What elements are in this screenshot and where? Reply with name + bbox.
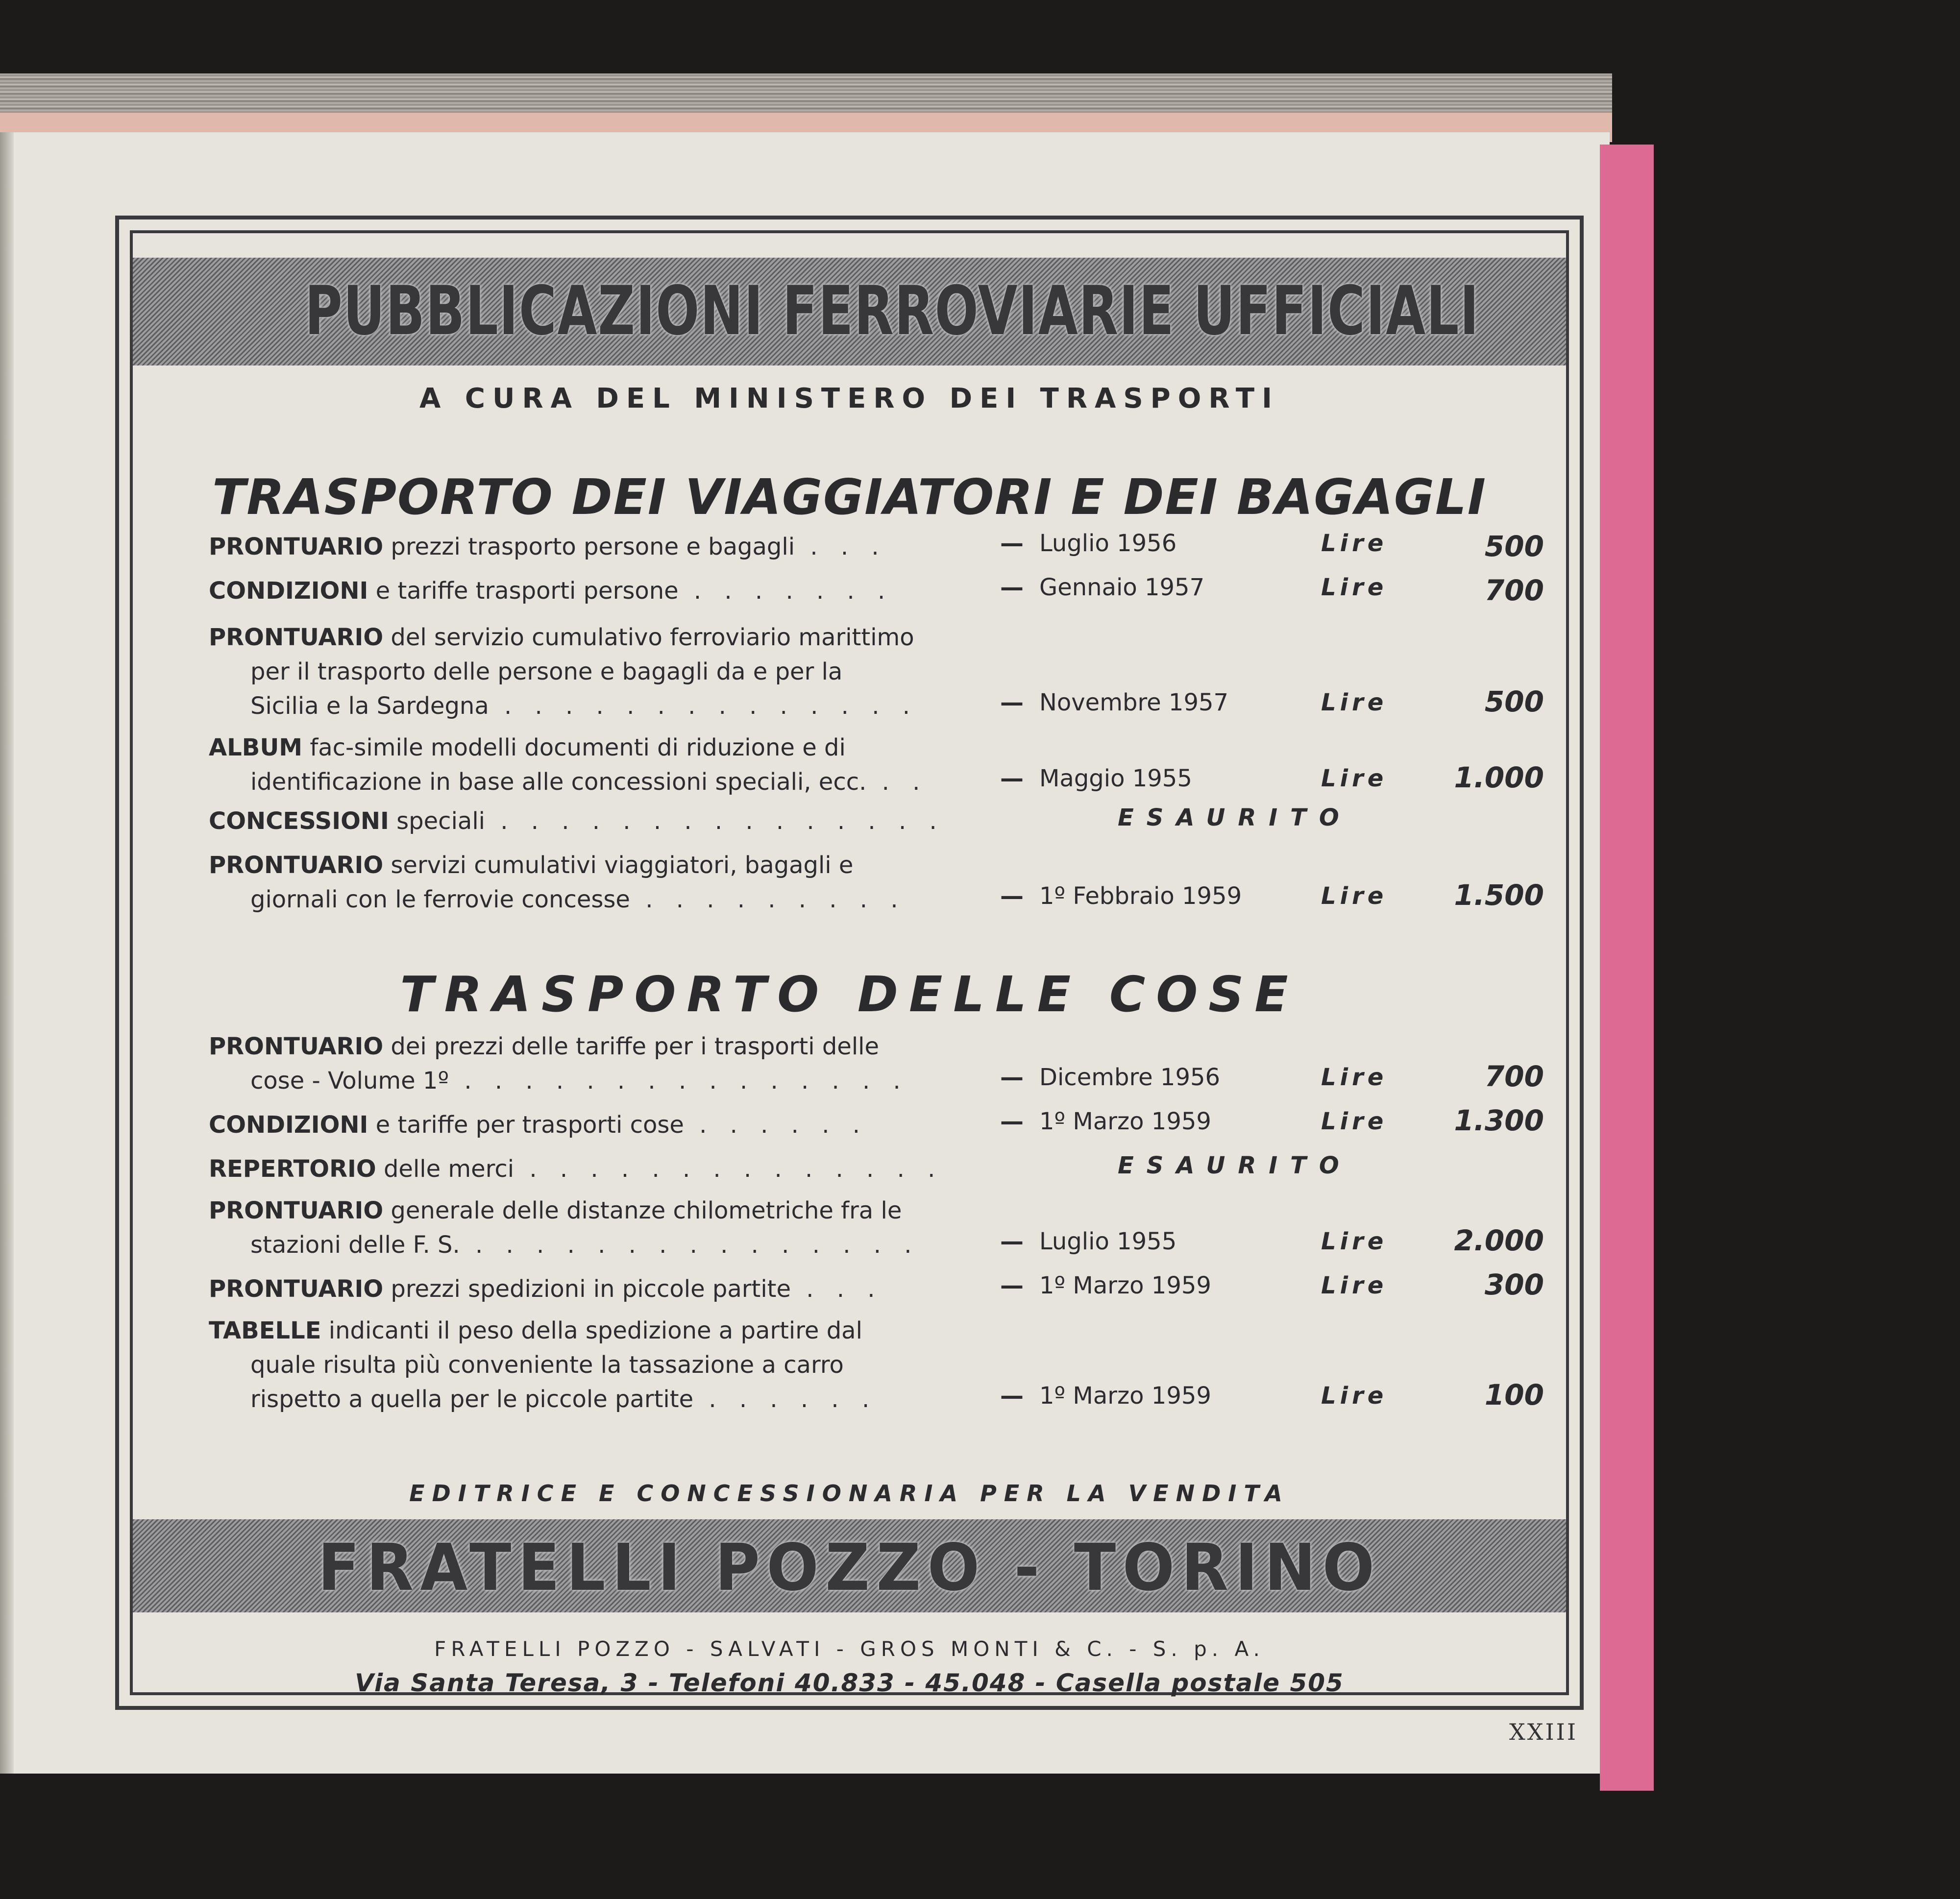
edition-date: Luglio 1955 [1039, 1228, 1177, 1255]
brand-band [133, 1519, 1566, 1612]
section-heading-viaggiatori: TRASPORTO DEI VIAGGIATORI E DEI BAGAGLI [212, 468, 1487, 526]
section-heading-cose: TRASPORTO DELLE COSE [400, 966, 1299, 1023]
edition-date: Luglio 1956 [1039, 530, 1177, 557]
ad-subtitle: A CURA DEL MINISTERO DEI TRASPORTI [419, 383, 1279, 414]
status-out-of-print: ESAURITO [1118, 804, 1352, 831]
edition-date: 1º Febbraio 1959 [1039, 882, 1242, 910]
price: 300 [1484, 1268, 1544, 1301]
page-number: XXIII [1509, 1719, 1578, 1745]
edition-date: 1º Marzo 1959 [1039, 1272, 1211, 1299]
price: 1.000 [1454, 761, 1544, 794]
price: 700 [1484, 1060, 1544, 1093]
price: 1.500 [1454, 878, 1544, 912]
distributor-line: EDITRICE E CONCESSIONARIA PER LA VENDITA [409, 1480, 1290, 1507]
edition-date: Maggio 1955 [1039, 765, 1192, 792]
status-out-of-print: ESAURITO [1118, 1152, 1352, 1179]
publisher-name: FRATELLI POZZO - SALVATI - GROS MONTI & C. - S. p. A. [434, 1637, 1265, 1661]
ad-title: PUBBLICAZIONI FERROVIARIE UFFICIALI [305, 271, 1480, 350]
edition-date: Dicembre 1956 [1039, 1064, 1221, 1091]
page-gutter [0, 132, 14, 1774]
price: 1.300 [1454, 1104, 1544, 1137]
price: 500 [1484, 685, 1544, 718]
title-band [133, 258, 1566, 365]
edition-date: 1º Marzo 1959 [1039, 1382, 1211, 1410]
price: 500 [1484, 530, 1544, 563]
price: 700 [1484, 574, 1544, 607]
edition-date: Gennaio 1957 [1039, 574, 1205, 601]
pink-tab [1600, 145, 1654, 1791]
edition-date: 1º Marzo 1959 [1039, 1108, 1211, 1135]
price: 100 [1484, 1378, 1544, 1412]
publisher-address: Via Santa Teresa, 3 - Telefoni 40.833 - 45.048 - Casella postale 505 [355, 1669, 1344, 1697]
price: 2.000 [1454, 1224, 1544, 1257]
advertisement-frame [115, 216, 1584, 1710]
advertisement-inner-frame: PUBBLICAZIONI FERROVIARIE UFFICIALI A CURA DEL MINISTERO DEI TRASPORTI TRASPORTO DEI VIAGGIATORI E DEI BAGAGLI PRONTUARIO prezzi trasporto persone e bagagli . . . — Luglio 1956 Lire 500 CONDIZIONI e tariffe trasporti persone . . . . . . . — Gennaio 1957 Lire 700 PRONTUARIO del servizio cumulativo ferroviario marittimo per il trasporto delle persone e bagagli da e per la Sicilia e la Sardegna . . . . . . . . . . . . . . — Novembre 1957 Lire 500 ALBUM fac-simile modelli documenti di riduzione e di identificazione in base alle concessioni speciali, ecc. . . — Maggio 1955 Lire 1.000 CONCESSIONI speciali . . . . . . . . . . . . . . . ESAURITO PRONTUARIO servizi cumulativi viaggiatori, bagagli e giornali con le ferrovie concesse . . . . . . . . . — 1º Febbraio 1959 Lire 1.500 TRASPORTO DELLE COSE PRONTUARIO dei prezzi delle tariffe per i trasporti delle cose - Volume 1º . . . . . . . . . . . . . . . — Dicembre 1956 Lire 700 CONDIZIONI e tariffe per trasporti cose . . . . . . — 1º Marzo 1959 Lire 1.300 REPERTORIO delle merci . . . . . . . . . . . . . . ESAURITO PRONTUARIO generale delle distanze chilometriche fra le stazioni delle F. S. . . . . . . . . . . . . . . . — Luglio 1955 Lire 2.000 PRONTUARIO prezzi spedizioni in piccole partite . . . — 1º Marzo 1959 Lire 300 TABELLE indicanti il peso della spedizione a partire dal quale risulta più conveniente la tassazione a carro rispetto a quella per le piccole partite . . . . . . — 1º Marzo 1959 Lire 100 EDITRICE E CONCESSIONARIA PER LA VENDITA FRATELLI POZZO - TORINO FRATELLI POZZO - SALVATI - GROS MONTI & C. - S. p. A. Via Santa Teresa, 3 - Telefoni 40.833 - 45.048 - Casella postale 505 [130, 230, 1569, 1695]
publisher-brand: FRATELLI POZZO - TORINO [318, 1530, 1381, 1606]
edition-date: Novembre 1957 [1039, 689, 1229, 716]
